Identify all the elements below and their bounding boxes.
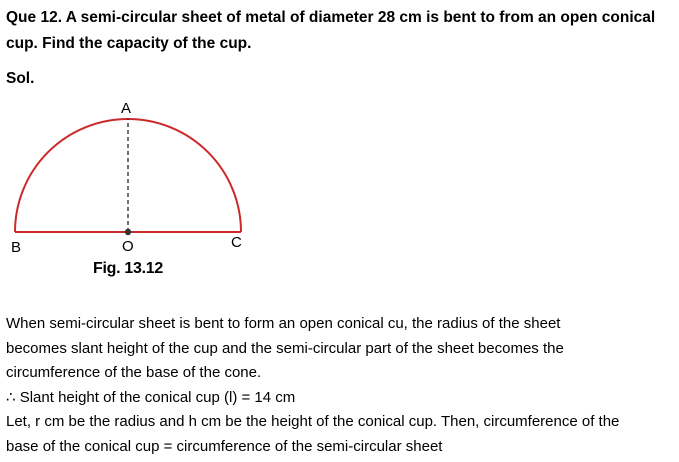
body-line-4: ∴ Slant height of the conical cup (l) = 14 cm bbox=[6, 388, 296, 406]
body-line-3: circumference of the base of the cone. bbox=[6, 364, 262, 382]
center-point bbox=[125, 229, 131, 235]
question-line-2: cup. Find the capacity of the cup. bbox=[6, 35, 252, 52]
label-o: O bbox=[122, 238, 134, 255]
semicircle-figure bbox=[0, 92, 260, 292]
body-line-5: Let, r cm be the radius and h cm be the height of the conical cup. Then, circumference of the bbox=[6, 413, 620, 431]
question-block bbox=[6, 5, 674, 57]
solution-body bbox=[6, 312, 674, 460]
solution-heading: Sol. bbox=[6, 70, 35, 87]
question-line-1: Que 12. A semi-circular sheet of metal of diameter 28 cm is bent to from an open conical bbox=[6, 9, 656, 26]
body-line-1: When semi-circular sheet is bent to form an open conical cu, the radius of the sheet bbox=[6, 315, 561, 332]
label-b: B bbox=[11, 239, 22, 256]
figure-caption: Fig. 13.12 bbox=[93, 260, 163, 277]
label-a: A bbox=[121, 100, 132, 117]
label-c: C bbox=[231, 234, 242, 251]
body-line-2: becomes slant height of the cup and the semi-circular part of the sheet becomes the bbox=[6, 339, 564, 357]
body-line-6: base of the conical cup = circumference of the semi-circular sheet bbox=[6, 437, 443, 455]
